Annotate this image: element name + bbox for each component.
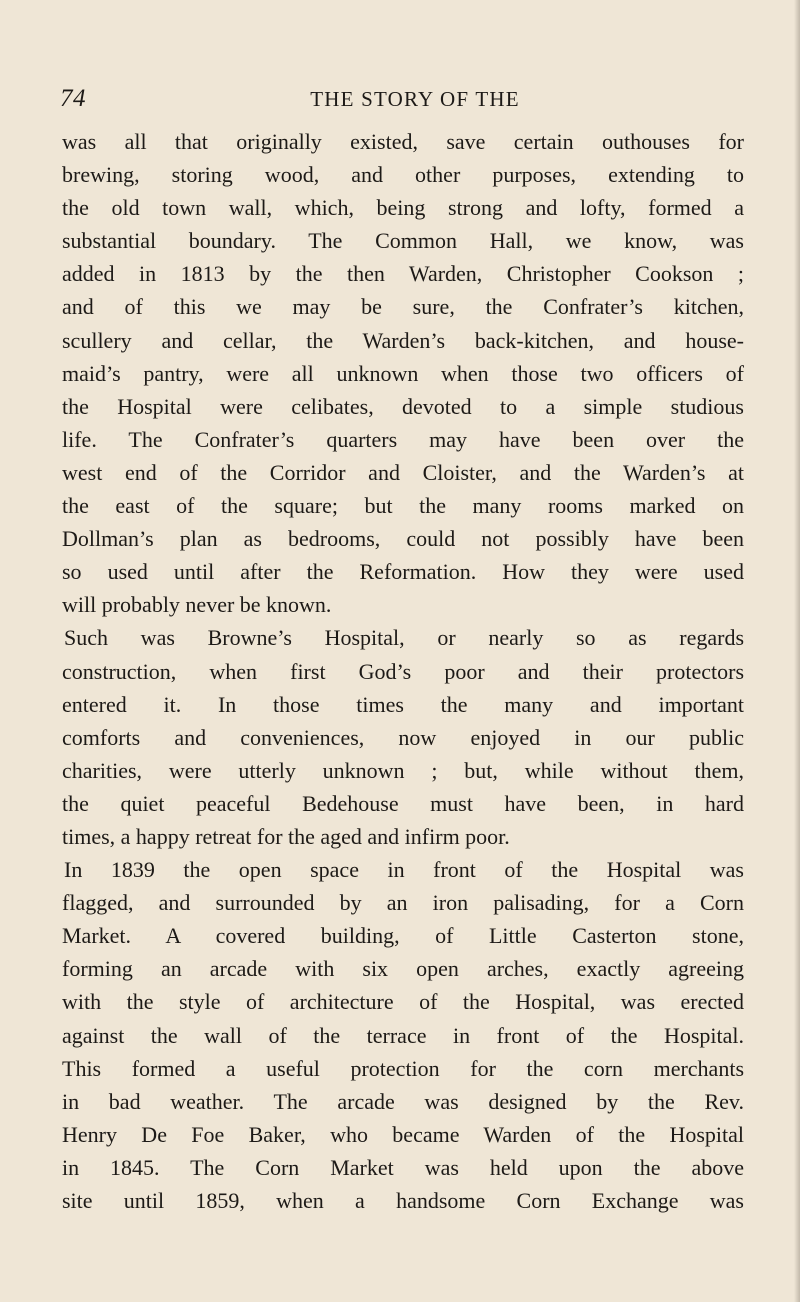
page-number: 74 [60,85,86,112]
text-line: times, a happy retreat for the aged and infirm poor. [62,823,510,849]
text-line: comforts and conveniences, now enjoyed in our public [62,724,744,750]
text-line: Such was Browne’s Hospital, or nearly so as regards [64,625,744,651]
text-line: the quiet peaceful Bedehouse must have been, in hard [62,790,744,816]
page-edge-shadow [794,0,800,1302]
text-line: so used until after the Reformation. How they were used [62,559,744,585]
text-line: west end of the Corridor and Cloister, and the Warden’s at [62,459,744,485]
text-line: Market. A covered building, of Little Casterton stone, [62,923,744,949]
text-line: and of this we may be sure, the Confrater’s kitchen, [62,294,744,320]
text-line: the Hospital were celibates, devoted to a simple studious [62,393,744,419]
text-line: site until 1859, when a handsome Corn Exchange was [62,1188,744,1213]
text-line: the old town wall, which, being strong and lofty, formed a [62,195,744,221]
text-line: construction, when first God’s poor and their protectors [62,658,744,684]
body-text [62,125,744,1217]
text-line: against the wall of the terrace in front of the Hospital. [62,1022,744,1048]
text-line: forming an arcade with six open arches, exactly agreeing [62,956,744,982]
text-line: life. The Confrater’s quarters may have been over the [62,426,744,452]
text-line: brewing, storing wood, and other purposes, extending to [62,162,744,188]
text-line: in bad weather. The arcade was designed by the Rev. [62,1088,744,1114]
running-head: THE STORY OF THE [310,87,520,111]
text-line: This formed a useful protection for the corn merchants [62,1055,744,1081]
text-line: flagged, and surrounded by an iron palisading, for a Corn [62,890,744,916]
text-line: in 1845. The Corn Market was held upon the above [62,1154,744,1180]
text-line: Dollman’s plan as bedrooms, could not possibly have been [62,526,744,552]
text-line: added in 1813 by the then Warden, Christopher Cookson ; [62,261,744,287]
text-line: substantial boundary. The Common Hall, we know, was [62,228,744,254]
page-header [0,84,800,114]
text-line: Henry De Foe Baker, who became Warden of the Hospital [62,1121,744,1147]
text-line: entered it. In those times the many and important [62,691,744,717]
text-line: will probably never be known. [62,592,332,618]
text-line: with the style of architecture of the Hospital, was erected [62,989,744,1015]
text-line: charities, were utterly unknown ; but, while without them, [62,757,744,783]
text-line: scullery and cellar, the Warden’s back-kitchen, and house- [62,327,744,353]
text-line: the east of the square; but the many rooms marked on [62,493,744,519]
text-line: was all that originally existed, save certain outhouses for [62,129,744,154]
text-line: In 1839 the open space in front of the Hospital was [64,857,744,883]
text-line: maid’s pantry, were all unknown when those two officers of [62,360,744,386]
